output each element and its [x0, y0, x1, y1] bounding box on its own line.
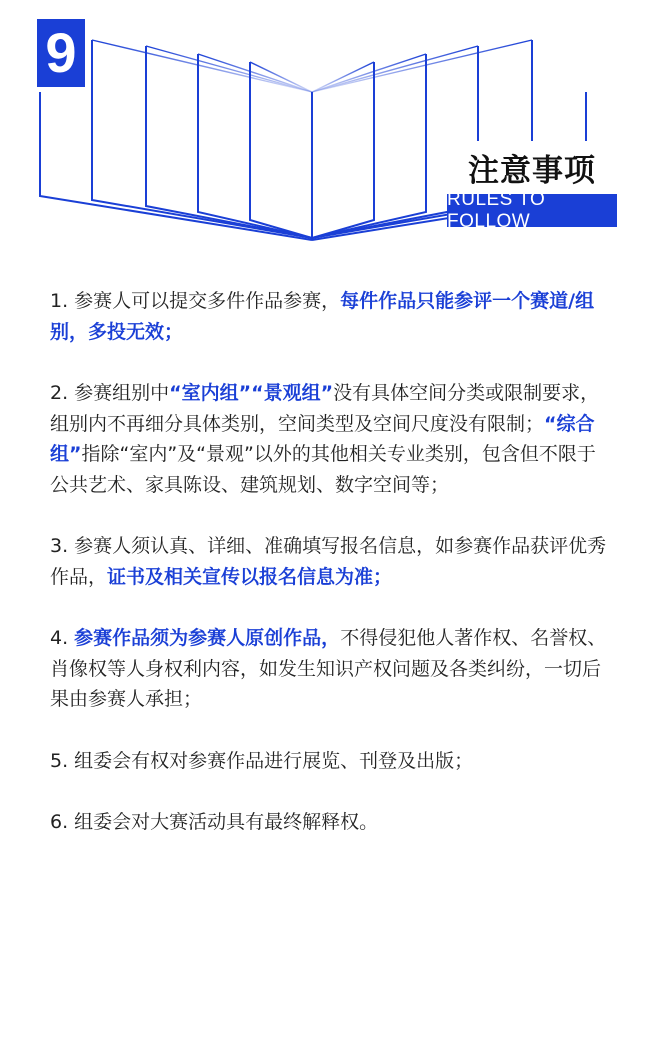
rule-item [50, 623, 610, 715]
rule-text: 1. 参赛人可以提交多件作品参赛， [50, 290, 341, 312]
rule-text: 6. 组委会对大赛活动具有最终解释权。 [50, 811, 379, 833]
rule-text: 3. 参赛人须认真、详细、准确填写报名信息，如参赛作品获评优秀作品， [50, 535, 607, 588]
rule-highlight-text: “室内组”“景观组” [169, 382, 334, 404]
rule-text: 没有具体空间分类或限制要求，组别内不再细分具体类别，空间类型及空间尺度没有限制； [50, 382, 600, 435]
rule-item [50, 378, 610, 500]
rule-highlight-text: 每件作品只能参评一个赛道/组别，多投无效； [50, 290, 595, 343]
rule-text: 指除“室内”及“景观”以外的其他相关专业类别，包含但不限于公共艺术、家具陈设、建筑规划、数字空间等； [50, 443, 596, 496]
rule-text: 5. 组委会有权对参赛作品进行展览、刊登及出版； [50, 749, 474, 772]
rule-item [50, 746, 610, 777]
rule-item [50, 807, 610, 838]
rule-text: 4. [50, 627, 75, 649]
rule-highlight-text: 参赛作品须为参赛人原创作品， [74, 627, 341, 649]
rules-list [50, 286, 610, 869]
section-title [447, 141, 617, 232]
section-number-badge: 9 [37, 19, 85, 87]
rule-item [50, 531, 610, 592]
rule-highlight-text: 证书及相关宣传以报名信息为准； [107, 565, 393, 588]
rule-item [50, 286, 610, 347]
rule-highlight-text: “综合组” [50, 412, 595, 465]
rule-text: 2. 参赛组别中 [50, 382, 170, 404]
rule-text: 不得侵犯他人著作权、名誉权、肖像权等人身权利内容，如发生知识产权问题及各类纠纷，一切后果由参赛人承担； [50, 627, 607, 710]
title-chinese: 注意事项 [468, 152, 596, 189]
title-english: RULES TO FOLLOW [447, 194, 617, 227]
